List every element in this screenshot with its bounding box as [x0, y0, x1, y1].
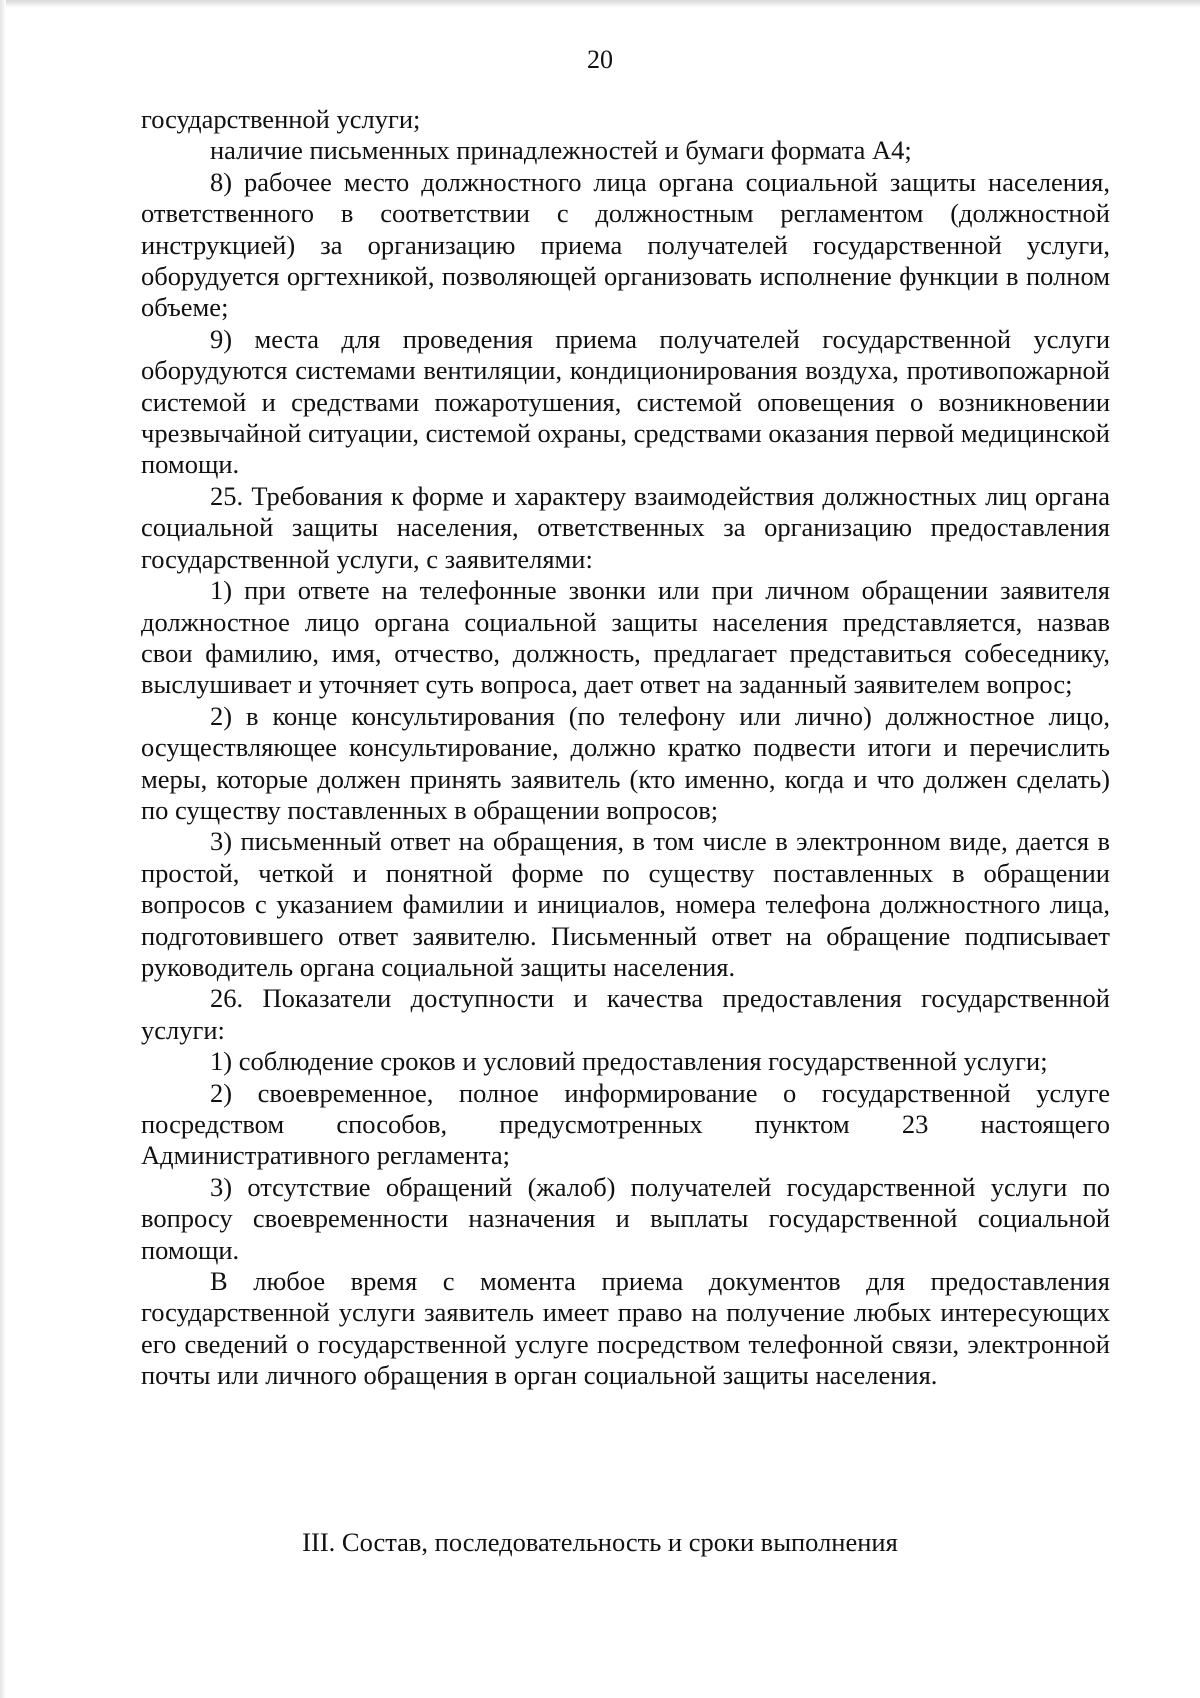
paragraph-3: 8) рабочее место должностного лица органа социальной защиты населения, ответственного в соответствии с должностным регламентом (должностной инструкцией) за организацию приема получателей государственной услуги, оборудуется оргтехникой, позволяющей организовать исполнение функции в полном объеме;	[141, 166, 1110, 323]
paragraph-7: 2) в конце консультирования (по телефону или лично) должностное лицо, осуществляющее консультирование, должно кратко подвести итоги и перечислить меры, которые должен принять заявитель (кто именно, когда и что должен сделать) по существу поставленных в обращении вопросов;	[141, 700, 1110, 825]
page-number: 20	[587, 45, 613, 74]
paragraph-4: 9) места для проведения приема получателей государственной услуги оборудуются системами вентиляции, кондиционирования воздуха, противопожарной системой и средствами пожаротушения, системой оповещения о возникновении чрезвычайной ситуации, системой охраны, средствами оказания первой медицинской помощи.	[141, 323, 1110, 480]
scan-edge-top	[0, 0, 1200, 8]
paragraph-6: 1) при ответе на телефонные звонки или при личном обращении заявителя должностное лицо органа социальной защиты населения представляется, назвав свои фамилию, имя, отчество, должность, предлагает представиться собеседнику, выслушивает и уточняет суть вопроса, дает ответ на заданный заявителем вопрос;	[141, 575, 1110, 700]
paragraph-5: 25. Требования к форме и характеру взаимодействия должностных лиц органа социальной защиты населения, ответственных за организацию предоставления государственной услуги, с заявителями:	[141, 480, 1110, 574]
paragraph-9: 26. Показатели доступности и качества предоставления государственной услуги:	[141, 983, 1110, 1045]
paragraph-11: 2) своевременное, полное информирование о государственной услуге посредством способов, предусмотренных пунктом 23 настоящего Административного регламента;	[141, 1077, 1110, 1171]
document-body	[141, 104, 1110, 1392]
scan-edge-left	[0, 0, 6, 1698]
paragraph-13: В любое время с момента приема документов для предоставления государственной услуги заявитель имеет право на получение любых интересующих его сведений о государственной услуге посредством телефонной связи, электронной почты или личного обращения в орган социальной защиты населения.	[141, 1266, 1110, 1391]
section-heading: III. Состав, последовательность и сроки выполнения	[302, 1527, 898, 1557]
paragraph-2: наличие письменных принадлежностей и бумаги формата А4;	[210, 135, 912, 166]
paragraph-1: государственной услуги;	[141, 104, 421, 134]
paragraph-12: 3) отсутствие обращений (жалоб) получателей государственной услуги по вопросу своевременности назначения и выплаты государственной социальной помощи.	[141, 1171, 1110, 1265]
paragraph-10: 1) соблюдение сроков и условий предоставления государственной услуги;	[210, 1046, 1048, 1077]
paragraph-8: 3) письменный ответ на обращения, в том числе в электронном виде, дается в простой, четкой и понятной форме по существу поставленных в обращении вопросов с указанием фамилии и инициалов, номера телефона должностного лица, подготовившего ответ заявителю. Письменный ответ на обращение подписывает руководитель органа социальной защиты населения.	[141, 826, 1110, 982]
